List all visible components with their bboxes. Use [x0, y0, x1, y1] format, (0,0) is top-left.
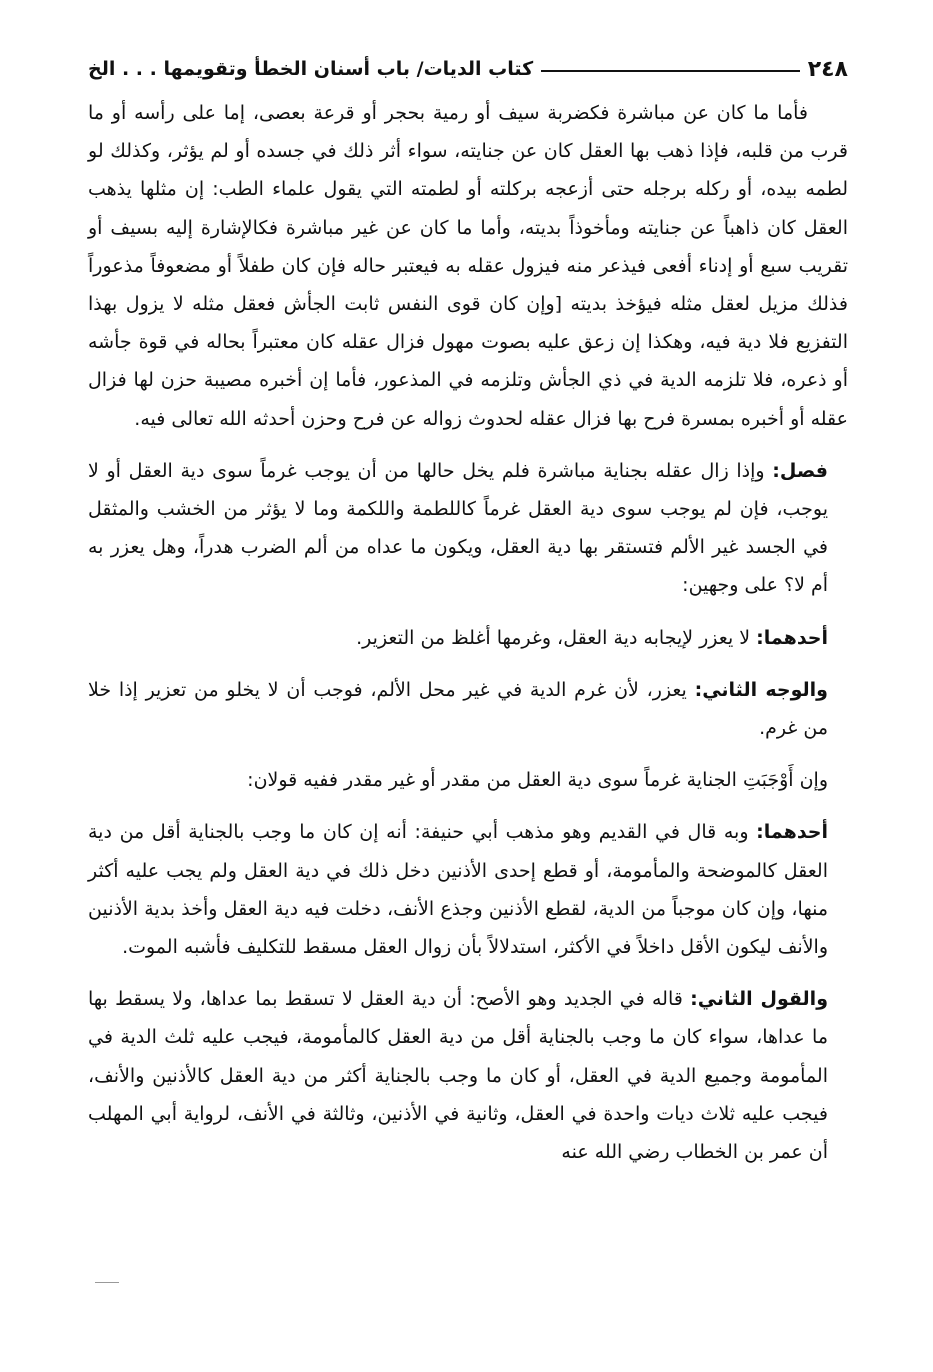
paragraph-text: لا يعزر لإيجابه دية العقل، وغرمها أغلظ من التعزير.: [356, 626, 757, 649]
header-rule: [541, 70, 799, 72]
paragraph-first-view: [88, 619, 848, 657]
paragraph-direct-indirect-crime: [88, 94, 848, 438]
paragraph-section-fasl: [88, 452, 848, 605]
paragraph-two-sayings: [88, 761, 848, 799]
paragraph-second-saying: [88, 980, 848, 1171]
paragraph-text: وبه قال في القديم وهو مذهب أبي حنيفة: أنه إن كان ما وجب بالجناية أقل من دية العقل كالموضحة والمأمومة، أو قطع إحدى الأذنين دخل ذلك في دية العقل ولم يجب عليه أكثر منها، وإن كان موجباً من الدية، لقطع الأذنين وجذع الأنف، دخلت فيه دية العقل وأخذ بدية الأذنين والأنف ليكون الأقل داخلاً في الأكثر، استدلالاً بأن زوال العقل مسقط للتكليف فأشبه الموت.: [88, 821, 828, 959]
section-term: والوجه الثاني:: [694, 678, 828, 701]
running-title: كتاب الديات/ باب أسنان الخطأ وتقويمها . . . الخ: [88, 58, 534, 80]
section-term: والقول الثاني:: [690, 988, 828, 1011]
footer-mark: [95, 1282, 119, 1283]
page-number: ٢٤٨: [807, 56, 848, 82]
page-body: [88, 94, 848, 1171]
paragraph-second-view: [88, 671, 848, 747]
paragraph-text: قاله في الجديد وهو الأصح: أن دية العقل لا تسقط بما عداها، ولا يسقط بها ما عداها، سواء كان ما وجب بالجناية أقل من دية العقل كالمأمومة، فيجب عليه ثلث الدية في المأمومة وجميع الدية في العقل، أو كان ما وجب بالجناية أكثر من دية العقل كالأذنين والأنف، فيجب عليه ثلاث ديات واحدة في العقل، وثانية في الأذنين، وثالثة في الأنف، لرواية أبي المهلب أن عمر بن الخطاب رضي الله عنه: [88, 988, 828, 1164]
paragraph-text: وإن أَوْجَبَتِ الجناية غرماً سوى دية العقل من مقدر أو غير مقدر ففيه قولان:: [247, 769, 828, 792]
paragraph-first-saying: [88, 813, 848, 966]
page-header: [88, 52, 848, 86]
book-page: [88, 52, 848, 1171]
paragraph-text: فأما ما كان عن مباشرة فكضربة سيف أو رمية بحجر أو قرعة بعصى، إما على رأسه أو ما قرب من قلبه، فإذا ذهب بها العقل كان عن جنايته، سواء أثر ذلك في جسده أو لم يؤثر، وكذلك لو لطمه بيده، أو ركله برجله حتى أزعجه بركلته أو لطمته التي يقول علماء الطب: إن مثلها يذهب العقل كان ذاهباً عن جنايته ومأخوذاً بديته، وأما ما كان عن غير مباشرة فكالإشارة إليه بسيف أو تقريب سبع أو إدناء أفعى فيذعر منه فيزول عقله به فيعتبر حاله فإن كان طفلاً أو مضعوفاً مذعوراً فذلك مزيل لعقل مثله فيؤخذ بديته [وإن كان قوى النفس ثابت الجأش فعقل مثله لا يزول بهذا التفزيع فلا دية فيه، وهكذا إن زعق عليه بصوت مهول فزال عقله كان معتبراً بحاله في قوة جأشه أو ذعره، فلا تلزمه الدية في ذي الجأش وتلزمه في المذعور، فأما إن أخبره مصيبة حزن لها فزال عقله أو أخبره بمسرة فرح بها فزال عقله لحدوث زواله عن فرح وحزن أحدثه الله تعالى فيه.: [88, 102, 848, 430]
paragraph-text: وإذا زال عقله بجناية مباشرة فلم يخل حالها من أن يوجب غرماً سوى دية العقل أو لا يوجب، فإن لم يوجب سوى دية العقل غرماً كاللطمة واللكمة وما لا يؤثر من الخشب والمثقل في الجسد غير الألم فتستقر بها دية العقل، ويكون ما عداه من ألم الضرب هدراً، وهل يعزر به أم لا؟ على وجهين:: [88, 459, 828, 597]
paragraph-text: يعزر، لأن غرم الدية في غير محل الألم، فوجب أن لا يخلو من تعزير إذا خلا من غرم.: [88, 678, 828, 740]
section-term: أحدهما:: [756, 821, 828, 844]
section-term: أحدهما:: [756, 626, 828, 649]
section-term: فصل:: [772, 459, 828, 482]
